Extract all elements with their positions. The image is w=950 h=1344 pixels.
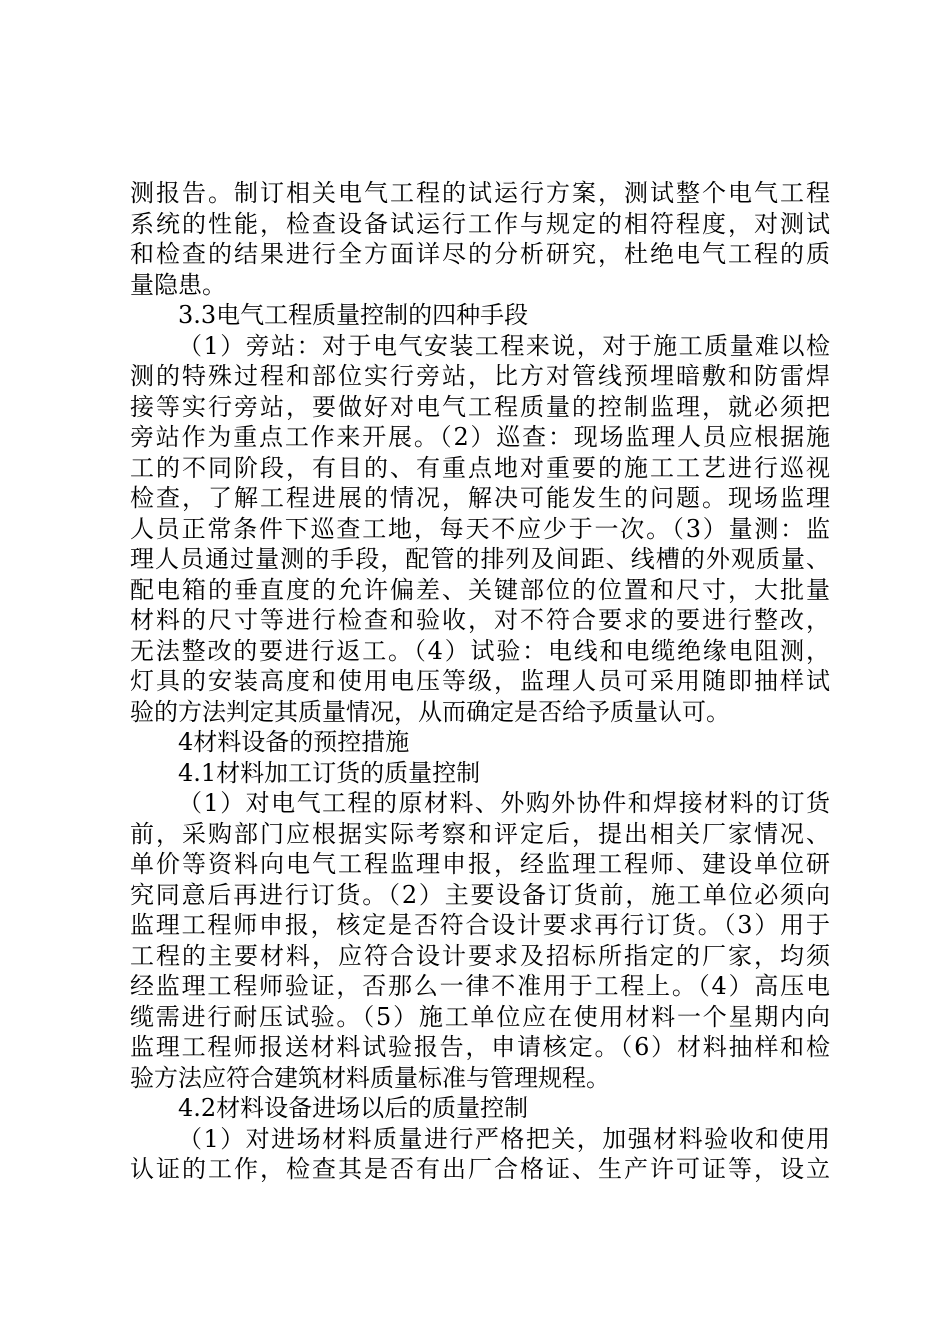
text-line: 认证的工作，检查其是否有出厂合格证、生产许可证等，设立 xyxy=(130,1155,830,1183)
text-line: 监理工程师报送材料试验报告，申请核定。（6）材料抽样和检 xyxy=(130,1033,830,1061)
text-line: 单价等资料向电气工程监理申报，经监理工程师、建设单位研 xyxy=(130,850,830,878)
text-line: （1）对电气工程的原材料、外购外协件和焊接材料的订货 xyxy=(178,789,830,817)
text-line: 测报告。制订相关电气工程的试运行方案，测试整个电气工程 xyxy=(130,179,830,207)
text-line: 前，采购部门应根据实际考察和评定后，提出相关厂家情况、 xyxy=(130,819,830,848)
text-line: 检查，了解工程进展的情况，解决可能发生的问题。现场监理 xyxy=(130,484,830,512)
text-line: 4.2材料设备进场以后的质量控制 xyxy=(178,1094,529,1122)
body-text xyxy=(130,178,830,1185)
text-line: 系统的性能，检查设备试运行工作与规定的相符程度，对测试 xyxy=(130,209,830,238)
text-line: 无法整改的要进行返工。（4）试验：电线和电缆绝缘电阻测， xyxy=(130,636,830,665)
text-line: 究同意后再进行订货。（2）主要设备订货前，施工单位必须向 xyxy=(130,880,830,909)
text-line: 配电箱的垂直度的允许偏差、关键部位的位置和尺寸，大批量 xyxy=(130,575,830,604)
text-line: （1）旁站：对于电气安装工程来说，对于施工质量难以检 xyxy=(178,331,830,360)
text-line: 量隐患。 xyxy=(130,270,226,299)
text-line: 接等实行旁站，要做好对电气工程质量的控制监理，就必须把 xyxy=(130,392,830,421)
text-line: 缆需进行耐压试验。（5）施工单位应在使用材料一个星期内向 xyxy=(130,1002,830,1031)
text-line: 监理工程师申报，核定是否符合设计要求再行订货。（3）用于 xyxy=(130,911,830,939)
text-line: 测的特殊过程和部位实行旁站，比方对管线预埋暗敷和防雷焊 xyxy=(130,362,830,390)
text-line: 旁站作为重点工作来开展。（2）巡查：现场监理人员应根据施 xyxy=(130,423,830,451)
text-line: 验的方法判定其质量情况，从而确定是否给予质量认可。 xyxy=(130,697,730,726)
text-line: 3.3电气工程质量控制的四种手段 xyxy=(178,301,529,329)
text-line: 工的不同阶段，有目的、有重点地对重要的施工工艺进行巡视 xyxy=(130,453,830,482)
text-line: 验方法应符合建筑材料质量标准与管理规程。 xyxy=(130,1063,610,1092)
text-line: （1）对进场材料质量进行严格把关，加强材料验收和使用 xyxy=(178,1124,830,1153)
text-line: 人员正常条件下巡查工地，每天不应少于一次。（3）量测：监 xyxy=(130,514,830,543)
text-line: 和检查的结果进行全方面详尽的分析研究，杜绝电气工程的质 xyxy=(130,240,830,268)
text-line: 灯具的安装高度和使用电压等级，监理人员可采用随即抽样试 xyxy=(130,667,830,695)
text-line: 4材料设备的预控措施 xyxy=(178,728,410,756)
text-line: 工程的主要材料，应符合设计要求及招标所指定的厂家，均须 xyxy=(130,941,830,970)
text-line: 材料的尺寸等进行检查和验收，对不符合要求的要进行整改， xyxy=(130,606,830,634)
text-line: 经监理工程师验证，否那么一律不准用于工程上。（4）高压电 xyxy=(130,972,830,1000)
text-line: 4.1材料加工订货的质量控制 xyxy=(178,758,481,787)
text-line: 理人员通过量测的手段，配管的排列及间距、线槽的外观质量、 xyxy=(130,545,830,573)
